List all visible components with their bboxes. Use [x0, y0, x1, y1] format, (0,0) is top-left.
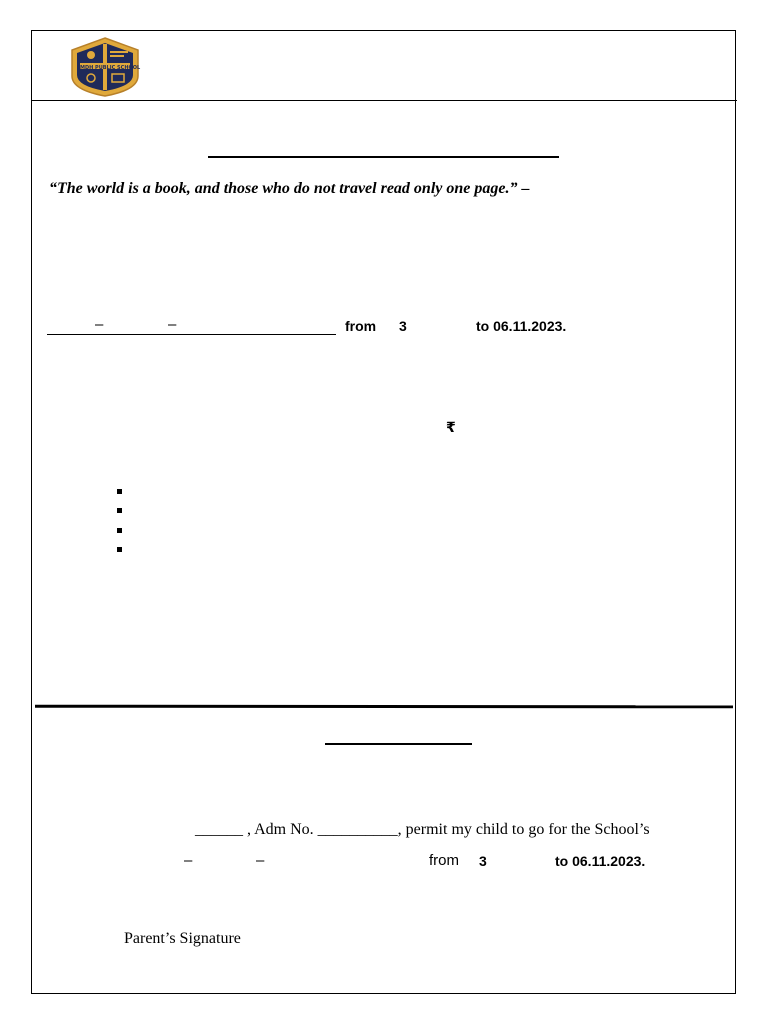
consent-dash-2: – — [256, 852, 265, 869]
trip-dash-2: – — [168, 316, 177, 333]
consent-dash-1: – — [184, 852, 193, 869]
list-bullet — [117, 508, 122, 513]
consent-from-label: from — [429, 852, 459, 869]
trip-from-value: 3 — [399, 318, 407, 334]
list-bullet — [117, 547, 122, 552]
consent-text: ______ , Adm No. __________, permit my child to go for the School’s — [195, 821, 650, 838]
logo-text: MDH PUBLIC SCHOOL — [80, 65, 141, 71]
title-underline — [208, 156, 559, 158]
trip-dash-1: – — [95, 316, 104, 333]
list-bullet — [117, 528, 122, 533]
consent-from-value: 3 — [479, 853, 487, 869]
trip-from-label: from — [345, 318, 377, 334]
header-separator — [31, 100, 737, 101]
cut-separator — [35, 705, 733, 709]
slip-title-underline — [325, 743, 472, 745]
trip-blank-line — [47, 334, 336, 335]
page-border — [31, 30, 736, 994]
travel-quote: “The world is a book, and those who do not travel read only one page.” – — [49, 180, 530, 197]
trip-to-date: to 06.11.2023. — [476, 318, 567, 334]
rupee-symbol: ₹ — [446, 420, 456, 436]
consent-to-date: to 06.11.2023. — [555, 853, 646, 869]
parent-signature-label: Parent’s Signature — [124, 930, 241, 947]
list-bullet — [117, 489, 122, 494]
